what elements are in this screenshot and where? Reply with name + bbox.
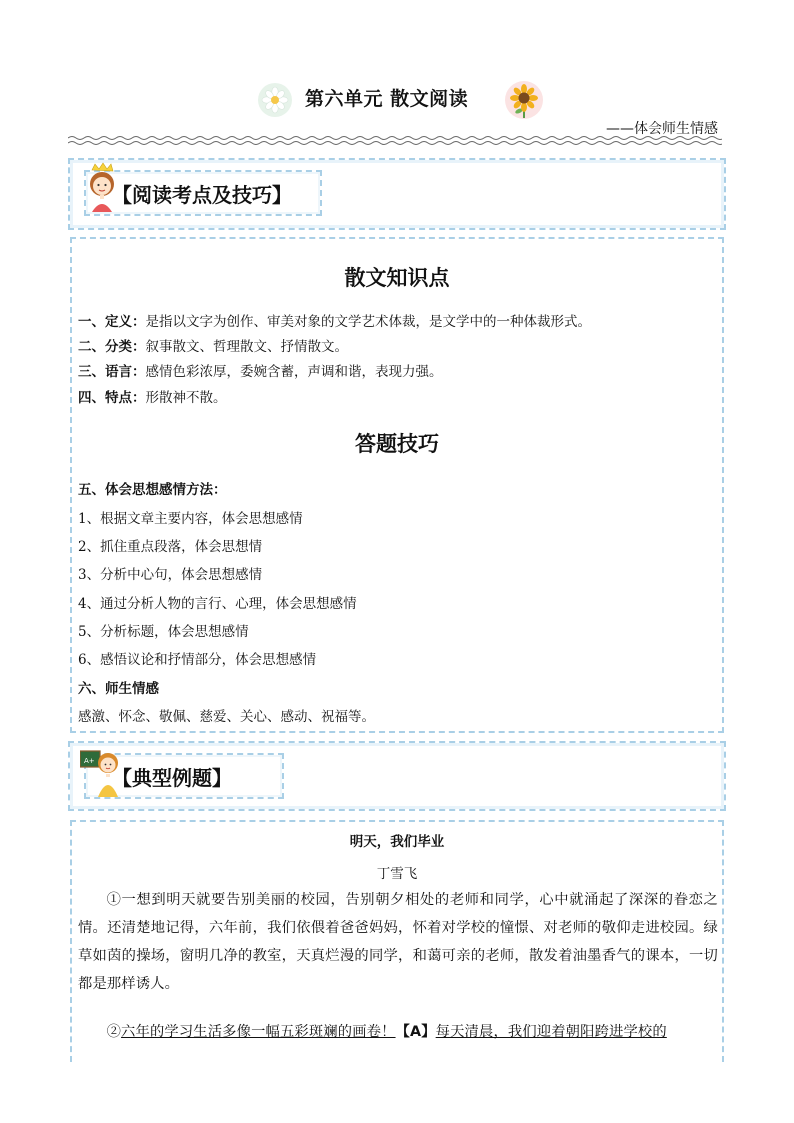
knowledge-item: 二、分类：叙事散文、哲理散文、抒情散文。 (78, 339, 348, 355)
banner-label: 【典型例题】 (112, 766, 232, 790)
knowledge-item: 一、定义：是指以文字为创作、审美对象的文学艺术体裁，是文学中的一种体裁形式。 (78, 314, 591, 330)
heading-prose-knowledge: 散文知识点 (344, 266, 450, 290)
daisy-icon (257, 82, 293, 118)
knowledge-item: 三、语言：感情色彩浓厚，委婉含蓄，声调和谐，表现力强。 (78, 364, 443, 380)
method-item: 4、通过分析人物的言行、心理，体会思想感情 (78, 596, 357, 612)
underlined-sentence: 六年的学习生活多像一幅五彩斑斓的画卷！ (121, 1024, 396, 1040)
emotion-title: 六、师生情感 (78, 681, 159, 697)
method-item: 1、根据文章主要内容，体会思想感情 (78, 511, 303, 527)
section-banner-reading-skills (68, 158, 726, 230)
emotion-text: 感激、怀念、敬佩、慈爱、关心、感动、祝福等。 (78, 709, 375, 725)
header (0, 82, 794, 118)
method-item: 2、抓住重点段落，体会思想情 (78, 539, 263, 555)
banner-label: 【阅读考点及技巧】 (112, 183, 292, 207)
method-title: 五、体会思想感情方法： (78, 482, 227, 498)
article-paragraph-2: ②六年的学习生活多像一幅五彩斑斓的画卷！【A】每天清晨，我们迎着朝阳跨进学校的 (106, 1024, 667, 1040)
question-mark-a: 【A】 (395, 1024, 436, 1040)
method-item: 5、分析标题，体会思想感情 (78, 624, 249, 640)
knowledge-item: 四、特点：形散神不散。 (78, 390, 227, 406)
section-banner-typical-examples (68, 741, 726, 811)
banner-tab (84, 753, 284, 799)
banner-tab (84, 170, 322, 216)
sunflower-icon (504, 80, 544, 120)
subtitle: ——体会师生情感 (606, 121, 718, 137)
article-title: 明天，我们毕业 (349, 834, 445, 850)
wave-divider (68, 135, 722, 147)
svg-text:A+: A+ (84, 757, 95, 765)
page-title: 第六单元 散文阅读 (305, 88, 469, 110)
heading-answer-skills: 答题技巧 (355, 432, 439, 456)
method-item: 6、感悟议论和抒情部分，体会思想感情 (78, 652, 317, 668)
article-author: 丁雪飞 (376, 866, 418, 882)
method-item: 3、分析中心句，体会思想感情 (78, 567, 263, 583)
article-paragraph-1: ①一想到明天就要告别美丽的校园，告别朝夕相处的老师和同学，心中就涌起了深深的眷恋之情。还清楚地记得，六年前，我们依偎着爸爸妈妈，怀着对学校的憧憬、对老师的敬仰走进校园。绿草如茵的操场，窗明几净的教室，天真烂漫的同学，和蔼可亲的老师，散发着油墨香气的课本，一切都是那样诱人。 (78, 892, 718, 992)
